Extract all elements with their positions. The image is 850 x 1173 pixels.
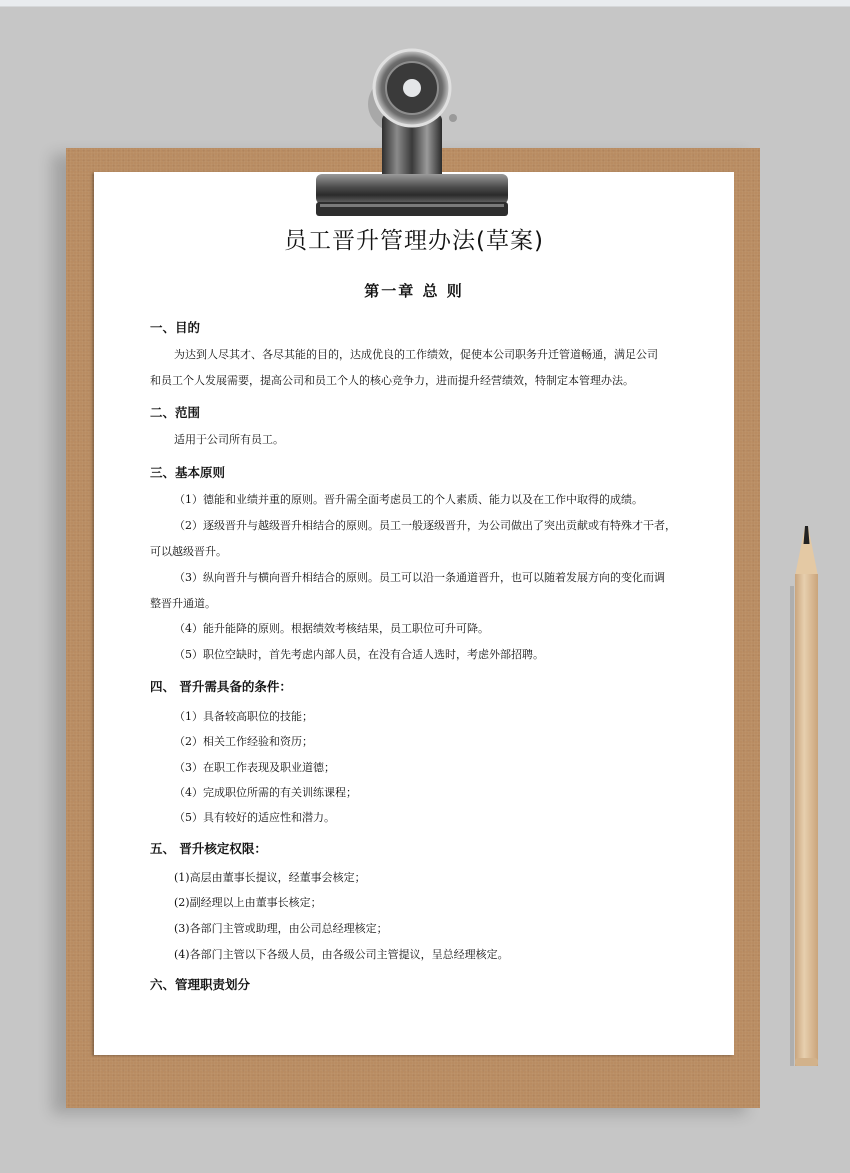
list-item: (2)副经理以上由董事长核定； [174, 896, 322, 909]
section-heading-purpose: 一、目的 [150, 320, 201, 335]
paragraph: 为达到人尽其才、各尽其能的目的，达成优良的工作绩效，促使本公司职务升迁管道畅通，满足公司 [174, 348, 658, 361]
list-item: （4）完成职位所需的有关训练课程； [174, 786, 357, 799]
list-item: (4)各部门主管以下各级人员，由各级公司主管提议，呈总经理核定。 [174, 948, 509, 961]
list-item: （3）在职工作表现及职业道德； [174, 761, 335, 774]
list-item: （1）具备较高职位的技能； [174, 710, 313, 723]
section-heading-principles: 三、基本原则 [150, 465, 226, 480]
paragraph: 适用于公司所有员工。 [174, 433, 284, 446]
list-item: （5）具有较好的适应性和潜力。 [174, 811, 335, 824]
list-item: (1)高层由董事长提议，经董事会核定； [174, 871, 366, 884]
section-heading-scope: 二、范围 [150, 405, 201, 420]
list-item: (3)各部门主管或助理，由公司总经理核定； [174, 922, 388, 935]
list-item: （3）纵向晋升与横向晋升相结合的原则。员工可以沿一条通道晋升，也可以随着发展方向的变化而调 [174, 571, 665, 584]
section-heading-authority: 五、 晋升核定权限： [150, 841, 267, 856]
list-item: （2）相关工作经验和资历； [174, 735, 313, 748]
chapter-heading: 第一章 总 则 [364, 282, 464, 300]
section-heading-conditions: 四、 晋升需具备的条件： [150, 679, 292, 694]
list-item-continuation: 可以越级晋升。 [150, 545, 227, 558]
pencil-icon [790, 526, 824, 1074]
section-heading-responsibilities: 六、管理职责划分 [150, 977, 251, 992]
document-title: 员工晋升管理办法(草案) [284, 228, 544, 254]
list-item: （5）职位空缺时，首先考虑内部人员，在没有合适人选时，考虑外部招聘。 [174, 648, 544, 661]
binder-clip-icon [312, 44, 512, 222]
list-item: （1）德能和业绩并重的原则。晋升需全面考虑员工的个人素质、能力以及在工作中取得的成绩。 [174, 493, 643, 506]
list-item-continuation: 整晋升通道。 [150, 597, 216, 610]
paragraph: 和员工个人发展需要，提高公司和员工个人的核心竞争力，进而提升经营绩效，特制定本管理办法。 [150, 374, 634, 387]
list-item: （2）逐级晋升与越级晋升相结合的原则。员工一般逐级晋升，为公司做出了突出贡献或有特殊才干者， [174, 519, 676, 532]
top-strip [0, 0, 850, 7]
list-item: （4）能升能降的原则。根据绩效考核结果，员工职位可升可降。 [174, 622, 489, 635]
